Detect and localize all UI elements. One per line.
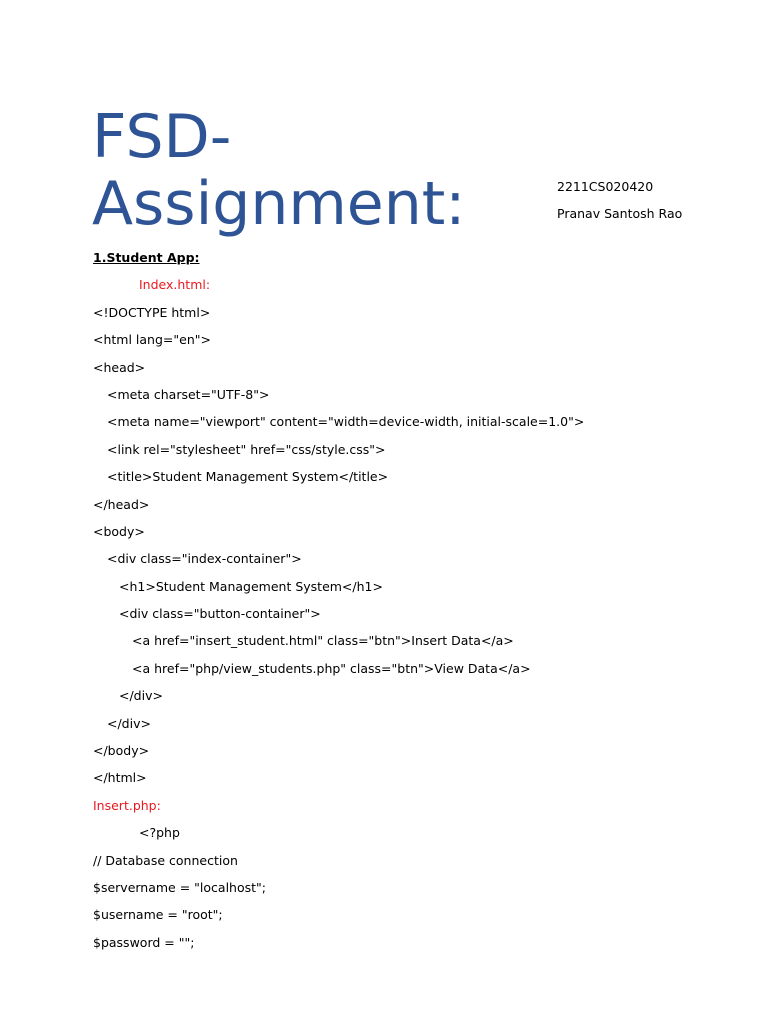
code-line: <title>Student Management System</title> <box>107 469 389 485</box>
code-line: // Database connection <box>93 852 238 868</box>
code-line: $password = ""; <box>93 934 195 950</box>
code-line: $username = "root"; <box>93 907 223 923</box>
document-title <box>92 104 532 238</box>
code-line: <html lang="en"> <box>93 332 211 348</box>
file-label-insert: Insert.php: <box>93 797 161 813</box>
author-block <box>557 174 682 227</box>
code-line: <div class="button-container"> <box>119 606 321 622</box>
code-line: </div> <box>107 715 151 731</box>
student-id: 2211CS020420 <box>557 179 654 194</box>
code-line: $servername = "localhost"; <box>93 879 266 895</box>
code-line: <h1>Student Management System</h1> <box>119 578 383 594</box>
code-line: <?php <box>139 825 180 841</box>
title-line-1: FSD- <box>92 102 232 172</box>
code-line: </body> <box>93 743 150 759</box>
code-line: </html> <box>93 770 147 786</box>
code-line: <a href="php/view_students.php" class="btn">View Data</a> <box>132 660 531 676</box>
section-heading: 1.Student App: <box>93 250 200 265</box>
code-line: <div class="index-container"> <box>107 551 302 567</box>
code-line: </div> <box>119 688 163 704</box>
code-line: </head> <box>93 496 150 512</box>
code-line: <body> <box>93 523 145 539</box>
code-line: <link rel="stylesheet" href="css/style.css"> <box>107 441 386 457</box>
code-line: <meta charset="UTF-8"> <box>107 386 270 402</box>
file-label-index: Index.html: <box>139 277 211 293</box>
student-name: Pranav Santosh Rao <box>557 205 683 221</box>
code-line: <meta name="viewport" content="width=device-width, initial-scale=1.0"> <box>107 414 585 430</box>
code-line: <head> <box>93 359 146 375</box>
document-body <box>93 244 753 956</box>
code-line: <a href="insert_student.html" class="btn">Insert Data</a> <box>132 633 514 649</box>
title-line-2: Assignment: <box>92 169 466 239</box>
code-line: <!DOCTYPE html> <box>93 304 211 320</box>
